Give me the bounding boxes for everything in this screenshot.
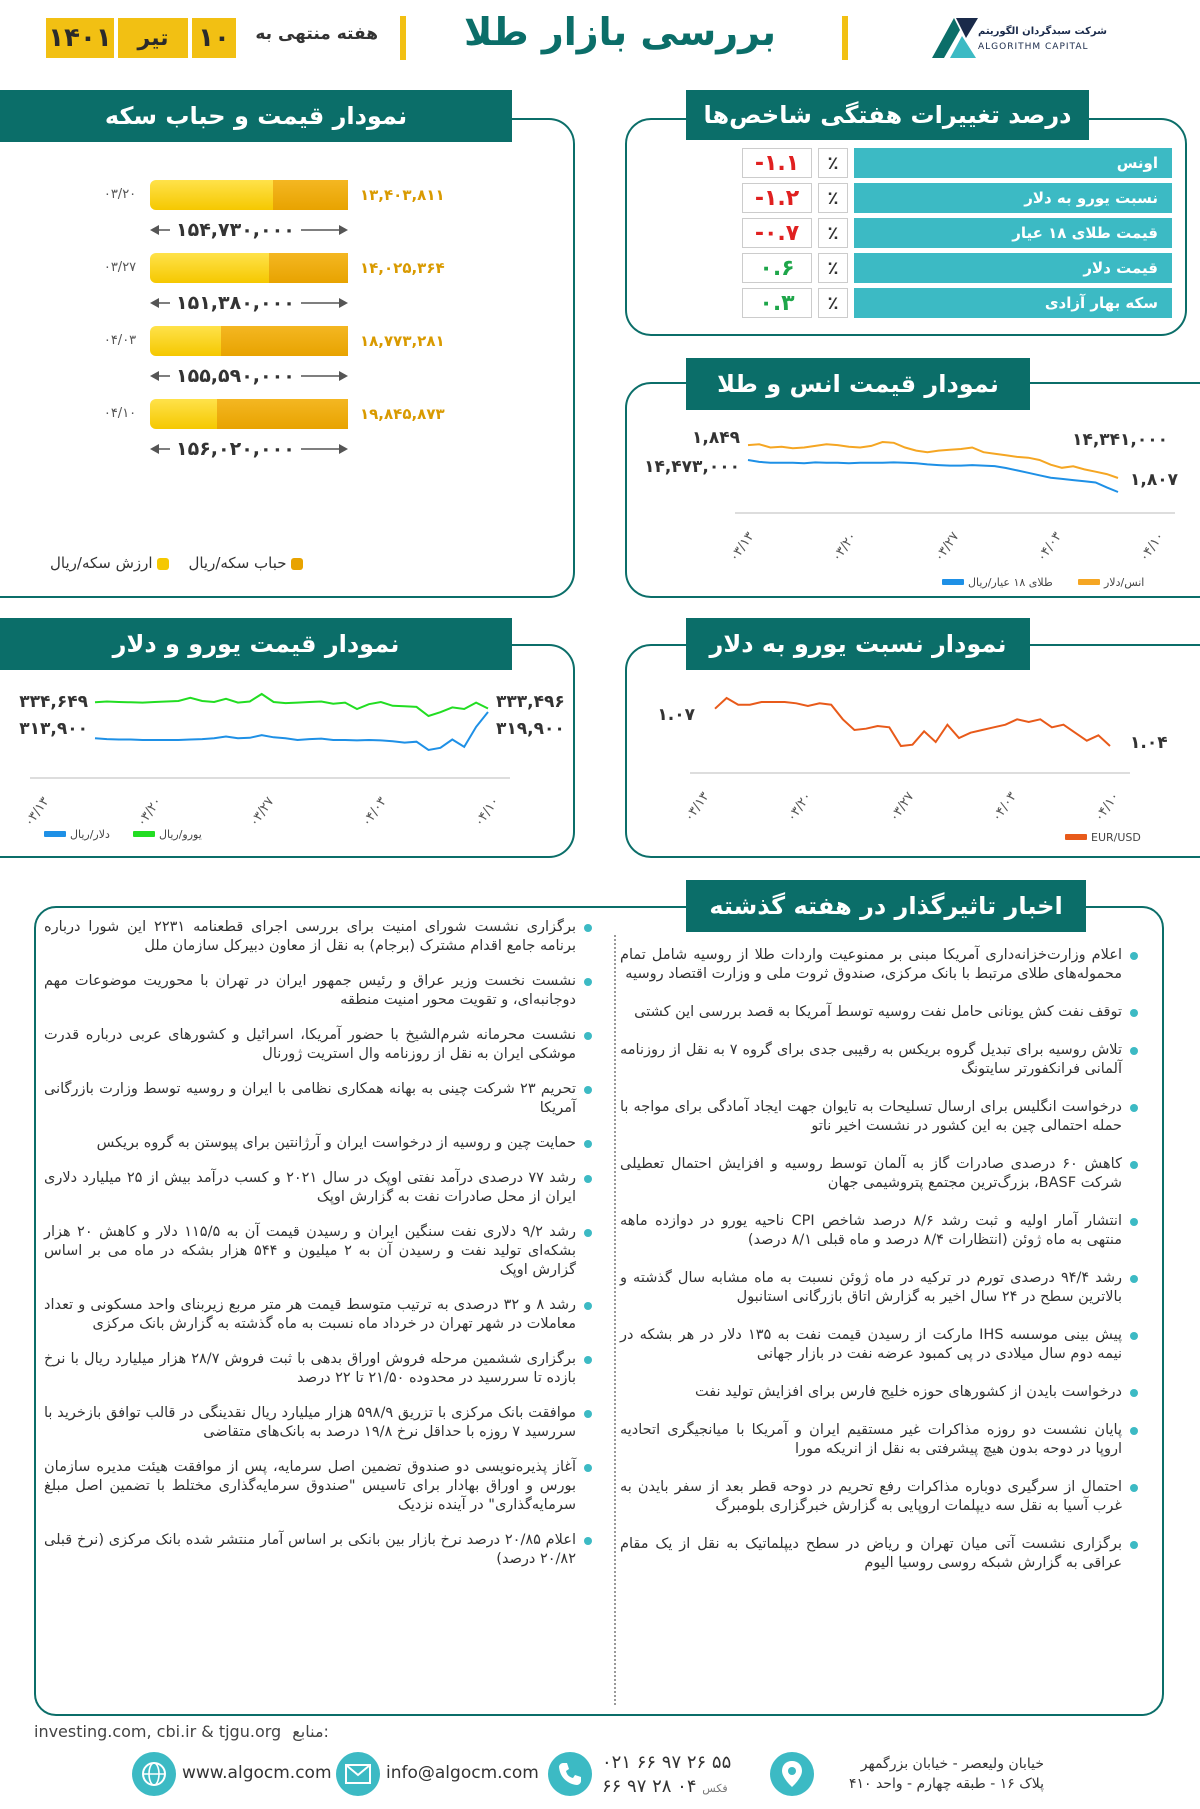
x-tick-label: ۰۴/۱۰ bbox=[1136, 529, 1168, 565]
coin-row bbox=[0, 180, 560, 250]
news-item: موافقت بانک مرکزی با تزریق ۵۹۸/۹ هزار میلیارد ریال نقدینگی در قالب توافق بازخرید با سررسید ۷ روزه با حداقل نرخ ۱۹/۸ درصد به بانک‌های متقاضی bbox=[44, 1404, 594, 1442]
euro-dollar-chart bbox=[0, 670, 575, 855]
legend-bubble-label: حباب سکه/ریال bbox=[188, 554, 287, 572]
legend-label: دلار/ریال bbox=[70, 828, 110, 841]
ounce-gold-chart bbox=[640, 410, 1200, 595]
location-icon bbox=[770, 1752, 814, 1796]
sources-list: investing.com, cbi.ir & tjgu.org bbox=[34, 1722, 282, 1741]
coin-date: ۰۴/۰۳ bbox=[103, 333, 137, 348]
news-item: انتشار آمار اولیه و ثبت رشد ۸/۶ درصد شاخص CPI ناحیه یورو در دوازده ماهه منتهی به ماه ژوئن (انتظارات ۸/۴ درصد و ماه قبلی ۸/۱ درصد) bbox=[620, 1212, 1140, 1250]
series-end-label: ۱,۸۰۷ bbox=[1130, 470, 1178, 490]
coin-row bbox=[0, 399, 560, 469]
coin-total bbox=[150, 437, 348, 461]
coin-total bbox=[150, 291, 348, 315]
coin-value-segment bbox=[150, 180, 273, 210]
website-icon bbox=[132, 1752, 176, 1796]
date-year: ۱۴۰۱ bbox=[46, 18, 114, 58]
news-item: حمایت چین و روسیه از درخواست ایران و آرژانتین برای پیوستن به گروه بریکس bbox=[44, 1134, 594, 1153]
legend-swatch bbox=[1065, 834, 1087, 840]
index-row bbox=[686, 253, 1172, 283]
coin-total-value: ۱۵۵,۵۹۰,۰۰۰ bbox=[170, 365, 301, 387]
coin-bubble-value: ۱۳,۴۰۳,۸۱۱ bbox=[360, 186, 445, 204]
series-end-label: ۳۳۳,۴۹۶ bbox=[496, 692, 565, 712]
x-tick-label: ۰۴/۱۰ bbox=[1091, 789, 1123, 825]
coin-total bbox=[150, 364, 348, 388]
index-label: سکه بهار آزادی bbox=[854, 288, 1172, 318]
coin-value-segment bbox=[150, 326, 221, 356]
index-value: -۱.۱ bbox=[742, 148, 812, 178]
legend-label: یورو/ریال bbox=[159, 828, 202, 841]
coin-bubble-segment bbox=[217, 399, 348, 429]
index-label: نسبت یورو به دلار bbox=[854, 183, 1172, 213]
coin-date: ۰۳/۲۰ bbox=[103, 187, 137, 202]
series-line bbox=[95, 712, 488, 750]
x-tick-label: ۰۳/۱۳ bbox=[21, 794, 53, 830]
legend-swatch bbox=[44, 831, 66, 837]
website[interactable]: www.algocm.com bbox=[182, 1763, 332, 1783]
news-item: رشد ۹/۲ دلاری نفت سنگین ایران و رسیدن قیمت آن به ۱۱۵/۵ دلار و کاهش ۲۰ هزار بشکه‌ای تولید نفت و رسیدن آن به ۲ میلیون و ۵۴۴ هزار بشکه در ماه می بر اساس گزارش اوپک bbox=[44, 1223, 594, 1280]
sources bbox=[34, 1722, 329, 1741]
coin-total bbox=[150, 218, 348, 242]
date-month: تیر bbox=[118, 18, 188, 58]
percent-icon: ٪ bbox=[818, 148, 848, 178]
coin-value-segment bbox=[150, 399, 217, 429]
coin-total-value: ۱۵۴,۷۳۰,۰۰۰ bbox=[170, 219, 301, 241]
x-tick-label: ۰۳/۲۷ bbox=[886, 789, 918, 825]
index-row bbox=[686, 148, 1172, 178]
logo bbox=[930, 14, 1110, 64]
percent-icon: ٪ bbox=[818, 253, 848, 283]
coin-total-value: ۱۵۱,۳۸۰,۰۰۰ bbox=[170, 292, 301, 314]
series-start-label: ۱,۸۴۹ bbox=[692, 428, 740, 448]
address-line1: خیابان ولیعصر - خیابان بزرگمهر bbox=[860, 1756, 1044, 1772]
email-icon bbox=[336, 1752, 380, 1796]
news-item: درخواست بایدن از کشورهای حوزه خلیج فارس برای افزایش تولید نفت bbox=[620, 1383, 1140, 1402]
legend-label: انس/دلار bbox=[1104, 576, 1145, 589]
ounce-gold-title: نمودار قیمت انس و طلا bbox=[686, 358, 1030, 410]
euro-dollar-title: نمودار قیمت یورو و دلار bbox=[0, 618, 512, 670]
sources-label: منابع: bbox=[292, 1722, 329, 1741]
news-item: احتمال از سرگیری دوباره مذاکرات رفع تحریم در دوحه قطر بعد از سفر بایدن به غرب آسیا به نقل سه دیپلمات اروپایی به گزارش خبرگزاری بلومبرگ bbox=[620, 1478, 1140, 1516]
logo-en: ALGORITHM CAPITAL bbox=[978, 42, 1089, 52]
x-tick-label: ۰۳/۲۷ bbox=[931, 529, 963, 565]
news-item: رشد ۸ و ۳۲ درصدی به ترتیب متوسط قیمت هر متر مربع زیربنای واحد مسکونی و تعداد معاملات در شهر تهران در خرداد ماه نسبت به ماه گذشته به گزارش بانک مرکزی bbox=[44, 1296, 594, 1334]
coin-bubble-value: ۱۴,۰۲۵,۳۶۴ bbox=[360, 259, 445, 277]
coin-bar bbox=[150, 326, 348, 356]
phone[interactable]: ۰۲۱ ۶۶ ۹۷ ۲۶ ۵۵ bbox=[602, 1752, 732, 1773]
legend-swatch bbox=[133, 831, 155, 837]
indices-table bbox=[686, 148, 1172, 328]
coin-date: ۰۳/۲۷ bbox=[103, 260, 137, 275]
coin-bar bbox=[150, 253, 348, 283]
news-item: رشد ۷۷ درصدی درآمد نفتی اوپک در سال ۲۰۲۱ و کسب درآمد بیش از ۲۵ میلیارد دلاری ایران از محل صادرات نفت به گزارش اوپک bbox=[44, 1169, 594, 1207]
x-tick-label: ۰۳/۲۷ bbox=[246, 794, 278, 830]
percent-icon: ٪ bbox=[818, 288, 848, 318]
news-item: توقف نفت کش یونانی حامل نفت روسیه توسط آمریکا به قصد بررسی این کشتی bbox=[620, 1003, 1140, 1022]
logo-icon bbox=[930, 14, 980, 60]
legend-swatch bbox=[1078, 579, 1100, 585]
email[interactable]: info@algocm.com bbox=[386, 1763, 539, 1783]
indices-title: درصد تغییرات هفتگی شاخص‌ها bbox=[686, 90, 1089, 140]
index-row bbox=[686, 183, 1172, 213]
news-divider bbox=[614, 935, 616, 1705]
legend-bubble bbox=[188, 554, 303, 572]
news-item: برگزاری نشست شورای امنیت برای بررسی اجرای قطعنامه ۲۲۳۱ این شورا درباره برنامه جامع اقدام مشترک (برجام) به نقل از معاون دبیرکل سازمان ملل bbox=[44, 918, 594, 956]
index-value: ۰.۳ bbox=[742, 288, 812, 318]
news-item: نشست نخست وزیر عراق و رئیس جمهور ایران در تهران با محوریت موضوعات مهم دوجانبه‌ای، و تقویت محور امنیت منطقه bbox=[44, 972, 594, 1010]
title-bar-right bbox=[842, 16, 848, 60]
fax-number: ۶۶ ۹۷ ۲۸ ۰۴ bbox=[602, 1776, 697, 1797]
news-item: تلاش روسیه برای تبدیل گروه بریکس به رقیبی جدی برای گروه ۷ به نقل از روزنامه آلمانی فرانکفورتر سایتونگ bbox=[620, 1041, 1140, 1079]
coin-bubble-value: ۱۸,۷۷۳,۲۸۱ bbox=[360, 332, 445, 350]
percent-icon: ٪ bbox=[818, 183, 848, 213]
series-start-label: ۳۱۳,۹۰۰ bbox=[19, 719, 88, 739]
index-value: -۰.۷ bbox=[742, 218, 812, 248]
index-value: -۱.۲ bbox=[742, 183, 812, 213]
eurusd-chart bbox=[640, 670, 1200, 855]
x-tick-label: ۰۴/۰۳ bbox=[1034, 529, 1066, 565]
x-tick-label: ۰۳/۱۳ bbox=[726, 529, 758, 565]
news-item: آغاز پذیره‌نویسی دو صندوق تضمین اصل سرمایه، پس از موافقت هیئت مدیره سازمان بورس و اوراق بهادار برای تاسیس "صندوق سرمایه‌گذاری مختلط با تضمین اصل مبلغ سرمایه‌گذاری" در آینده نزدیک bbox=[44, 1458, 594, 1515]
series-end-label: ۱۴,۳۴۱,۰۰۰ bbox=[1072, 430, 1168, 450]
fax-label: فکس bbox=[702, 1782, 728, 1795]
coin-row bbox=[0, 326, 560, 396]
coin-bar bbox=[150, 180, 348, 210]
coin-rows bbox=[0, 180, 560, 480]
series-start-label: ۳۳۴,۶۴۹ bbox=[19, 692, 88, 712]
coin-title: نمودار قیمت و حباب سکه bbox=[0, 90, 512, 142]
legend-value-swatch bbox=[157, 558, 169, 570]
x-tick-label: ۰۴/۰۳ bbox=[989, 789, 1021, 825]
logo-name: شرکت سبدگردان الگوریتم bbox=[978, 26, 1107, 37]
news-item: پایان نشست دو روزه مذاکرات غیر مستقیم ایران و آمریکا با میانجیگری اتحادیه اروپا در دوحه بدون هیچ پیشرفتی به نقل از انریکه مورا bbox=[620, 1421, 1140, 1459]
legend-value-label: ارزش سکه/ریال bbox=[50, 554, 153, 572]
x-tick-label: ۰۳/۲۰ bbox=[784, 789, 816, 825]
legend-value bbox=[50, 554, 169, 572]
address-line2: پلاک ۱۶ - طبقه چهارم - واحد ۴۱۰ bbox=[848, 1776, 1044, 1792]
series-start-label: ۱۴,۴۷۳,۰۰۰ bbox=[644, 457, 740, 477]
week-label: هفته منتهی به bbox=[255, 24, 378, 44]
legend-swatch bbox=[942, 579, 964, 585]
x-tick-label: ۰۴/۱۰ bbox=[471, 794, 503, 830]
news-item: اعلام وزارت‌خزانه‌داری آمریکا مبنی بر ممنوعیت واردات طلا از روسیه شامل تمام محموله‌های طلای مرتبط با بانک مرکزی، صندوق ثروت ملی و وزارت اقتصاد روسیه bbox=[620, 946, 1140, 984]
series-line bbox=[95, 694, 488, 716]
coin-total-value: ۱۵۶,۰۲۰,۰۰۰ bbox=[170, 438, 301, 460]
series-line bbox=[748, 460, 1118, 492]
series-end-label: ۱.۰۴ bbox=[1130, 733, 1168, 753]
news-title: اخبار تاثیرگذار در هفته گذشته bbox=[686, 880, 1086, 932]
news-left-column bbox=[44, 918, 594, 1585]
series-start-label: ۱.۰۷ bbox=[657, 705, 695, 725]
fax bbox=[602, 1776, 728, 1797]
x-tick-label: ۰۳/۱۳ bbox=[681, 789, 713, 825]
coin-bar bbox=[150, 399, 348, 429]
series-line bbox=[748, 442, 1118, 478]
news-item: اعلام ۲۰/۸۵ درصد نرخ بازار بین بانکی بر اساس آمار منتشر شده بانک مرکزی (نرخ قبلی ۲۰/۸۲ درصد) bbox=[44, 1531, 594, 1569]
percent-icon: ٪ bbox=[818, 218, 848, 248]
news-item: پیش بینی موسسه IHS مارکت از رسیدن قیمت نفت به ۱۳۵ دلار در هر بشکه در نیمه دوم سال میلادی در پی کمبود عرضه نفت در بازار جهانی bbox=[620, 1326, 1140, 1364]
coin-bubble-segment bbox=[221, 326, 348, 356]
series-line bbox=[715, 698, 1110, 746]
legend-label: طلای ۱۸ عیار/ریال bbox=[968, 576, 1053, 589]
coin-bubble-segment bbox=[269, 253, 348, 283]
legend-bubble-swatch bbox=[291, 558, 303, 570]
eurusd-title: نمودار نسبت یورو به دلار bbox=[686, 618, 1030, 670]
coin-bubble-value: ۱۹,۸۴۵,۸۷۳ bbox=[360, 405, 445, 423]
series-end-label: ۳۱۹,۹۰۰ bbox=[496, 719, 565, 739]
index-label: قیمت طلای ۱۸ عیار bbox=[854, 218, 1172, 248]
news-item: تحریم ۲۳ شرکت چینی به بهانه همکاری نظامی با ایران و روسیه توسط وزارت بازرگانی آمریکا bbox=[44, 1080, 594, 1118]
coin-date: ۰۴/۱۰ bbox=[103, 406, 137, 421]
index-label: اونس bbox=[854, 148, 1172, 178]
page-title: بررسی بازار طلا bbox=[463, 10, 776, 54]
coin-row bbox=[0, 253, 560, 323]
index-label: قیمت دلار bbox=[854, 253, 1172, 283]
coin-legend bbox=[50, 554, 303, 572]
news-item: برگزاری ششمین مرحله فروش اوراق بدهی با ثبت فروش ۲۸/۷ هزار میلیارد ریال با نرخ بازده تا سررسید در محدوده ۲۱/۵۰ تا ۲۲ درصد bbox=[44, 1350, 594, 1388]
coin-value-segment bbox=[150, 253, 269, 283]
news-item: رشد ۹۴/۴ درصدی تورم در ترکیه در ماه ژوئن نسبت به ماه مشابه سال گذشته و بالاترین سطح در ۲۴ سال اخیر به گزارش اتاق بازرگانی استانبول bbox=[620, 1269, 1140, 1307]
phone-icon bbox=[548, 1752, 592, 1796]
news-item: درخواست انگلیس برای ارسال تسلیحات به تایوان جهت ایجاد آمادگی برای مواجه با حمله احتمالی چین به این کشور در نشست اخیر ناتو bbox=[620, 1098, 1140, 1136]
address bbox=[824, 1754, 1044, 1794]
news-item: برگزاری نشست آتی میان تهران و ریاض در سطح دیپلماتیک به نقل از یک مقام عراقی به گزارش شبکه روسی روسیا الیوم bbox=[620, 1535, 1140, 1573]
x-tick-label: ۰۴/۰۳ bbox=[359, 794, 391, 830]
legend-label: EUR/USD bbox=[1091, 831, 1141, 844]
index-value: ۰.۶ bbox=[742, 253, 812, 283]
coin-bubble-segment bbox=[273, 180, 348, 210]
x-tick-label: ۰۳/۲۰ bbox=[134, 794, 166, 830]
x-tick-label: ۰۳/۲۰ bbox=[829, 529, 861, 565]
date-day: ۱۰ bbox=[192, 18, 236, 58]
news-item: کاهش ۶۰ درصدی صادرات گاز به آلمان توسط روسیه و افزایش احتمال تعطیلی شرکت BASF، بزرگ‌ترین مجتمع پتروشیمی جهان bbox=[620, 1155, 1140, 1193]
index-row bbox=[686, 218, 1172, 248]
news-right-column bbox=[620, 946, 1140, 1592]
index-row bbox=[686, 288, 1172, 318]
news-item: نشست محرمانه شرم‌الشیخ با حضور آمریکا، اسرائیل و کشورهای عربی درباره قدرت موشکی ایران به نقل از روزنامه وال استریت ژورنال bbox=[44, 1026, 594, 1064]
title-bar-left bbox=[400, 16, 406, 60]
